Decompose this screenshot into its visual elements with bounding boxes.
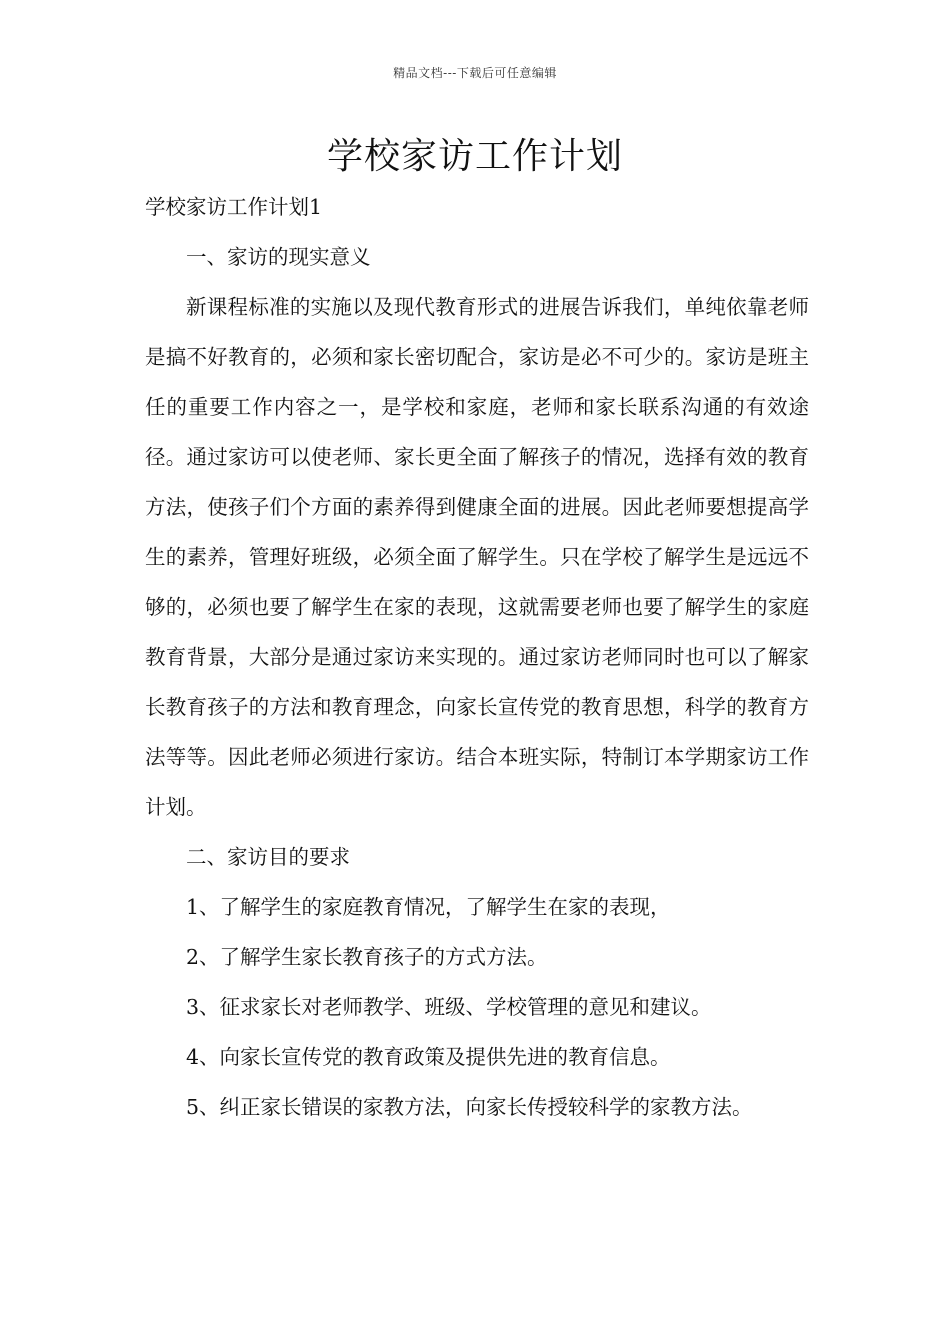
- header-note: 精品文档---下载后可任意编辑: [393, 66, 557, 80]
- document-subtitle: 学校家访工作计划1: [145, 195, 323, 219]
- section-heading-significance: 一、家访的现实意义: [186, 245, 371, 269]
- document-body: [145, 182, 809, 1132]
- list-item: 5、纠正家长错误的家教方法，向家长传授较科学的家教方法。: [186, 1095, 753, 1119]
- list-item: 3、征求家长对老师教学、班级、学校管理的意见和建议。: [186, 995, 712, 1019]
- list-item: 2、了解学生家长教育孩子的方式方法。: [186, 945, 548, 969]
- document-title: 学校家访工作计划: [326, 136, 623, 177]
- list-item: 4、向家长宣传党的教育政策及提供先进的教育信息。: [186, 1045, 671, 1069]
- body-paragraph: 新课程标准的实施以及现代教育形式的进展告诉我们，单纯依靠老师是搞不好教育的，必须和家长密切配合，家访是必不可少的。家访是班主任的重要工作内容之一，是学校和家庭，老师和家长联系沟通的有效途径。通过家访可以使老师、家长更全面了解孩子的情况，选择有效的教育方法，使孩子们个方面的素养得到健康全面的进展。因此老师要想提高学生的素养，管理好班级，必须全面了解学生。只在学校了解学生是远远不够的，必须也要了解学生在家的表现，这就需要老师也要了解学生的家庭教育背景，大部分是通过家访来实现的。通过家访老师同时也可以了解家长教育孩子的方法和教育理念，向家长宣传党的教育思想，科学的教育方法等等。因此老师必须进行家访。结合本班实际，特制订本学期家访工作计划。: [145, 295, 809, 819]
- section-heading-goals: 二、家访目的要求: [186, 845, 350, 869]
- list-item: 1、了解学生的家庭教育情况，了解学生在家的表现，: [186, 895, 671, 919]
